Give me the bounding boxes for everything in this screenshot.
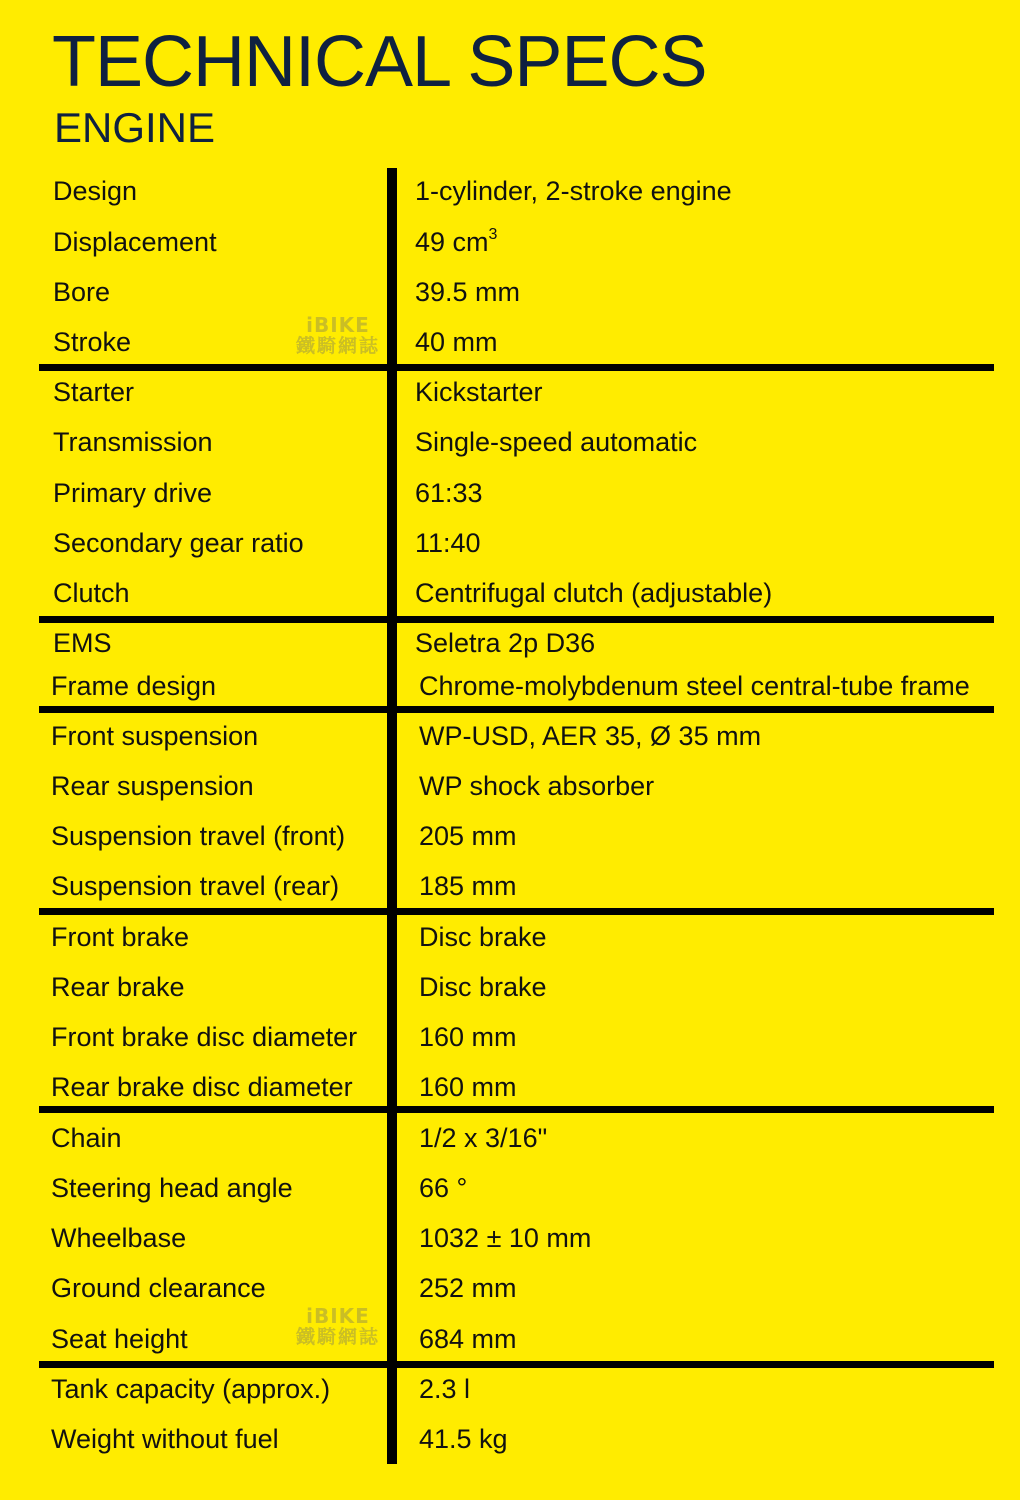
spec-label: Bore: [53, 277, 111, 307]
spec-label: Suspension travel (front): [51, 821, 346, 851]
spec-label: Weight without fuel: [51, 1424, 279, 1454]
spec-value: 205 mm: [419, 821, 517, 851]
spec-row-displacement: [0, 220, 1020, 264]
watermark-brand: iBIKE: [306, 313, 370, 337]
spec-row-steering-head-angle: [0, 1166, 1020, 1210]
spec-label: Ground clearance: [51, 1273, 266, 1303]
spec-row-frame-design: [0, 664, 1020, 708]
spec-value: 11:40: [415, 528, 481, 558]
spec-value: 1032 ± 10 mm: [419, 1223, 592, 1253]
spec-value: 1-cylinder, 2-stroke engine: [415, 176, 732, 206]
spec-row-rear-brake-disc-diameter: [0, 1065, 1020, 1109]
spec-value: Centrifugal clutch (adjustable): [415, 578, 773, 608]
spec-row-transmission: [0, 420, 1020, 464]
spec-value: 160 mm: [419, 1022, 517, 1052]
spec-value: 40 mm: [415, 327, 498, 357]
spec-value: 2.3 l: [419, 1374, 471, 1404]
spec-value: 185 mm: [419, 871, 517, 901]
spec-label: Rear brake disc diameter: [51, 1072, 353, 1102]
spec-label: Clutch: [53, 578, 130, 608]
spec-label: Stroke: [53, 327, 132, 357]
group-divider: [39, 908, 994, 915]
spec-label: Front brake: [51, 922, 190, 952]
spec-row-bore: [0, 270, 1020, 314]
spec-row-rear-suspension: [0, 764, 1020, 808]
spec-label: Transmission: [53, 427, 213, 457]
spec-row-front-brake-disc-diameter: [0, 1015, 1020, 1059]
spec-label: Rear brake: [51, 972, 185, 1002]
page-title: TECHNICAL SPECS: [52, 22, 707, 102]
spec-row-suspension-travel-front: [0, 814, 1020, 858]
section-subtitle: ENGINE: [54, 104, 216, 151]
spec-row-starter: [0, 370, 1020, 414]
spec-value: WP shock absorber: [419, 771, 655, 801]
superscript: 3: [488, 226, 498, 243]
spec-value: 66 °: [419, 1173, 468, 1203]
watermark-brand: iBIKE: [306, 1304, 370, 1328]
spec-label: Rear suspension: [51, 771, 254, 801]
watermark-chinese: 鐵騎網誌: [295, 1326, 380, 1348]
watermark-chinese: 鐵騎網誌: [295, 335, 380, 357]
spec-value: Seletra 2p D36: [415, 628, 596, 658]
spec-label: Displacement: [53, 227, 217, 257]
spec-value: 160 mm: [419, 1072, 517, 1102]
spec-row-stroke: [0, 320, 1020, 364]
ibike-watermark-logo: [290, 314, 386, 364]
spec-label: Chain: [51, 1123, 122, 1153]
spec-label: Starter: [53, 377, 135, 407]
spec-row-ground-clearance: [0, 1266, 1020, 1310]
spec-row-tank-capacity: [0, 1367, 1020, 1411]
spec-value: 1/2 x 3/16": [419, 1123, 548, 1153]
spec-row-wheelbase: [0, 1216, 1020, 1260]
spec-value: 41.5 kg: [419, 1424, 508, 1454]
spec-row-clutch: [0, 571, 1020, 615]
spec-value: Chrome-molybdenum steel central-tube frame: [419, 671, 970, 701]
spec-value: WP-USD, AER 35, Ø 35 mm: [419, 721, 762, 751]
ibike-watermark-logo: [290, 1305, 386, 1355]
spec-label: Primary drive: [53, 478, 213, 508]
spec-label: Wheelbase: [51, 1223, 187, 1253]
spec-label: Design: [53, 176, 138, 206]
spec-row-suspension-travel-rear: [0, 864, 1020, 908]
spec-value: 684 mm: [419, 1324, 517, 1354]
spec-row-seat-height: [0, 1317, 1020, 1361]
spec-label: Front suspension: [51, 721, 259, 751]
spec-row-front-brake: [0, 915, 1020, 959]
spec-value: 39.5 mm: [415, 277, 521, 307]
spec-row-primary-drive: [0, 471, 1020, 515]
spec-label: Secondary gear ratio: [53, 528, 304, 558]
spec-value: Kickstarter: [415, 377, 543, 407]
spec-value: 49 $cm^3$: [415, 226, 498, 257]
spec-row-front-suspension: [0, 714, 1020, 758]
spec-value: 61:33: [415, 478, 483, 508]
spec-value: Disc brake: [419, 922, 547, 952]
spec-label: Steering head angle: [51, 1173, 293, 1203]
spec-label: Suspension travel (rear): [51, 871, 340, 901]
spec-row-rear-brake: [0, 965, 1020, 1009]
spec-row-ems: [0, 621, 1020, 665]
spec-value: 252 mm: [419, 1273, 517, 1303]
spec-label: Tank capacity (approx.): [51, 1374, 331, 1404]
spec-row-chain: [0, 1116, 1020, 1160]
spec-label: EMS: [53, 628, 112, 658]
spec-label: Frame design: [51, 671, 217, 701]
spec-label: Front brake disc diameter: [51, 1022, 358, 1052]
spec-row-design: [0, 169, 1020, 213]
spec-value: Disc brake: [419, 972, 547, 1002]
spec-label: Seat height: [51, 1324, 188, 1354]
spec-value: Single-speed automatic: [415, 427, 698, 457]
spec-row-secondary-gear-ratio: [0, 521, 1020, 565]
spec-row-weight-without-fuel: [0, 1417, 1020, 1461]
